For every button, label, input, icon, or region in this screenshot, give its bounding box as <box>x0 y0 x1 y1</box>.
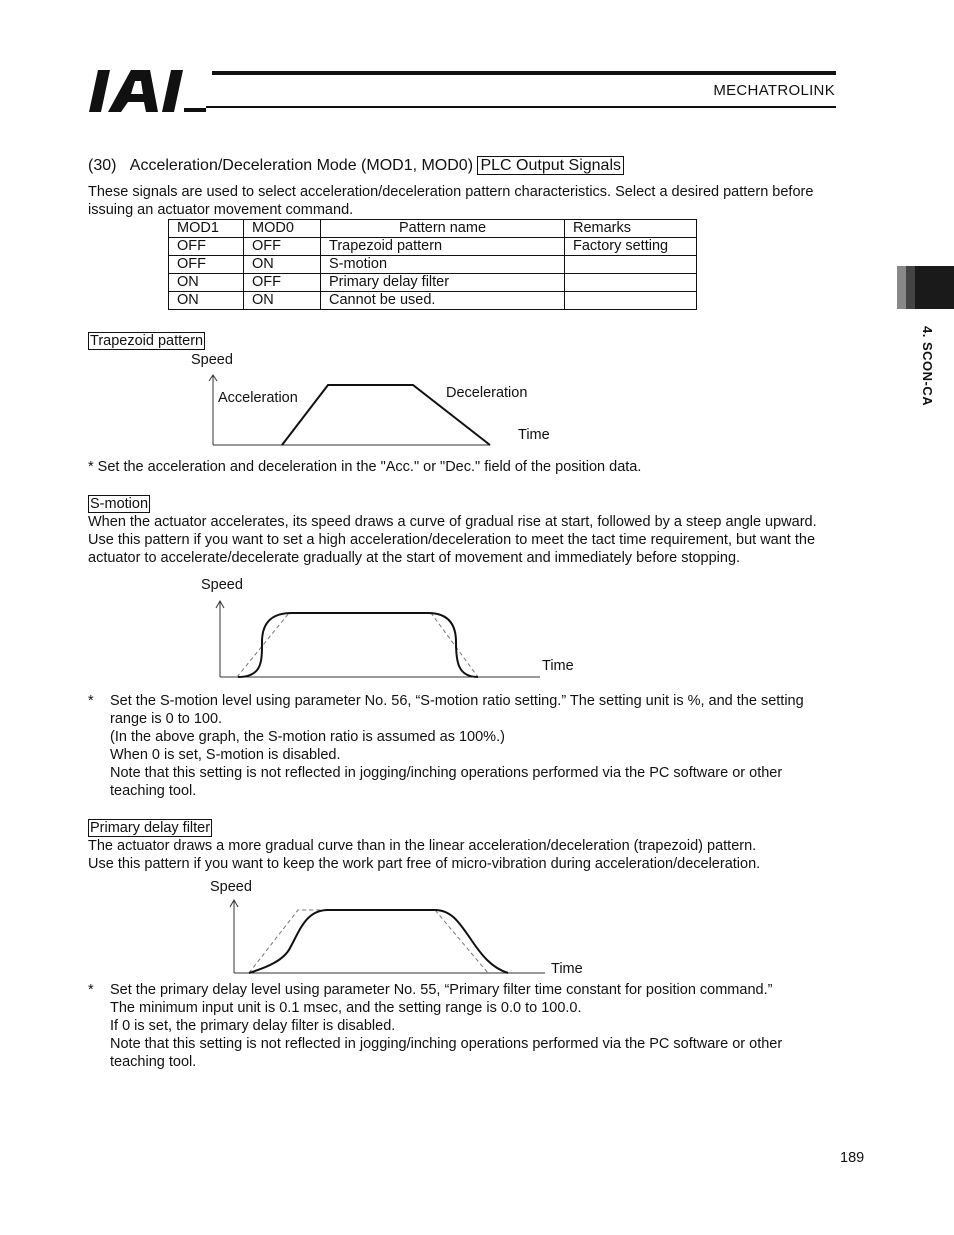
table-cell: Cannot be used. <box>321 292 565 310</box>
section-title <box>88 156 624 176</box>
mode-table <box>168 219 697 310</box>
table-cell: Factory setting <box>565 238 697 256</box>
table-cell: OFF <box>244 238 321 256</box>
smotion-desc-1: When the actuator accelerates, its speed draws a curve of gradual rise at start, followed by a steep angle upward. <box>88 514 817 530</box>
delay-filter-label: Primary delay filter <box>90 820 211 836</box>
table-header-cell: MOD0 <box>244 220 321 238</box>
table-cell: OFF <box>169 256 244 274</box>
section-number: (30) <box>88 157 117 174</box>
table-cell: OFF <box>169 238 244 256</box>
table-cell: S-motion <box>321 256 565 274</box>
header-title: MECHATROLINK <box>713 82 835 99</box>
smotion-desc-3: actuator to accelerate/decelerate gradually at the start of movement and immediately before stopping. <box>88 550 741 566</box>
delay-note-4: Note that this setting is not reflected in jogging/inching operations performed via the PC software or other <box>110 1036 783 1052</box>
smotion-desc-2: Use this pattern if you want to set a high acceleration/deceleration to meet the tact time requirement, but want the <box>88 532 816 548</box>
smotion-curve <box>238 613 478 677</box>
smotion-time-label: Time <box>542 658 574 674</box>
intro-line-2: issuing an actuator movement command. <box>88 202 354 218</box>
delay-filter-curve <box>249 910 508 973</box>
table-header-cell: Remarks <box>565 220 697 238</box>
smotion-note-4: When 0 is set, S-motion is disabled. <box>110 747 341 763</box>
smotion-note-star: * <box>88 693 94 709</box>
table-cell <box>565 274 697 292</box>
table-row <box>169 274 697 292</box>
delay-note-3: If 0 is set, the primary delay filter is disabled. <box>110 1018 396 1034</box>
smotion-note-1: Set the S-motion level using parameter No. 56, “S-motion ratio setting.” The setting unit is %, and the setting <box>110 693 804 709</box>
table-cell: OFF <box>244 274 321 292</box>
delay-note-5: teaching tool. <box>110 1054 197 1070</box>
smotion-note-2: range is 0 to 100. <box>110 711 223 727</box>
table-row <box>169 256 697 274</box>
table-cell <box>565 256 697 274</box>
trapezoid-chart <box>0 340 954 455</box>
smotion-note-6: teaching tool. <box>110 783 197 799</box>
trapezoid-note: * Set the acceleration and deceleration in the "Acc." or "Dec." field of the position data. <box>88 459 642 475</box>
delay-note-star: * <box>88 982 94 998</box>
acceleration-label: Acceleration <box>218 390 298 406</box>
table-cell: ON <box>244 256 321 274</box>
section-heading: Acceleration/Deceleration Mode (MOD1, MOD0) <box>129 157 474 174</box>
trapezoid-time-label: Time <box>518 427 550 443</box>
header-rule-thin <box>206 106 836 108</box>
table-cell: ON <box>169 274 244 292</box>
delay-desc-1: The actuator draws a more gradual curve than in the linear acceleration/deceleration (trapezoid) pattern. <box>88 838 757 854</box>
delay-filter-chart <box>0 872 954 982</box>
deceleration-label: Deceleration <box>446 385 528 401</box>
page-number: 189 <box>840 1150 865 1166</box>
table-row <box>169 238 697 256</box>
smotion-label: S-motion <box>90 496 149 512</box>
delay-speed-label: Speed <box>210 879 252 895</box>
smotion-speed-label: Speed <box>201 577 243 593</box>
chapter-tab <box>897 266 954 309</box>
table-cell: Primary delay filter <box>321 274 565 292</box>
table-row <box>169 292 697 310</box>
smotion-note-3: (In the above graph, the S-motion ratio is assumed as 100%.) <box>110 729 505 745</box>
iai-logo <box>88 70 206 112</box>
table-header-cell: MOD1 <box>169 220 244 238</box>
section-tag: PLC Output Signals <box>477 156 624 175</box>
header-rule-thick <box>212 71 836 75</box>
trapezoid-speed-label: Speed <box>191 352 233 368</box>
table-header-row <box>169 220 697 238</box>
reference-trapezoid <box>237 613 478 677</box>
table-cell: ON <box>244 292 321 310</box>
table-header-cell: Pattern name <box>321 220 565 238</box>
chapter-tab-label: 4. SCON-CA <box>920 326 935 407</box>
table-cell <box>565 292 697 310</box>
delay-note-2: The minimum input unit is 0.1 msec, and the setting range is 0.0 to 100.0. <box>110 1000 582 1016</box>
delay-desc-2: Use this pattern if you want to keep the work part free of micro-vibration during acceleration/deceleration. <box>88 856 761 872</box>
intro-line-1: These signals are used to select acceleration/deceleration pattern characteristics. Select a desired pattern before <box>88 184 814 200</box>
reference-trapezoid <box>249 910 488 973</box>
smotion-note-5: Note that this setting is not reflected in jogging/inching operations performed via the PC software or other <box>110 765 783 781</box>
table-cell: ON <box>169 292 244 310</box>
smotion-chart <box>0 570 954 685</box>
delay-note-1: Set the primary delay level using parameter No. 55, “Primary filter time constant for position command.” <box>110 982 773 998</box>
table-cell: Trapezoid pattern <box>321 238 565 256</box>
delay-time-label: Time <box>551 961 583 977</box>
trapezoid-label: Trapezoid pattern <box>90 333 204 349</box>
